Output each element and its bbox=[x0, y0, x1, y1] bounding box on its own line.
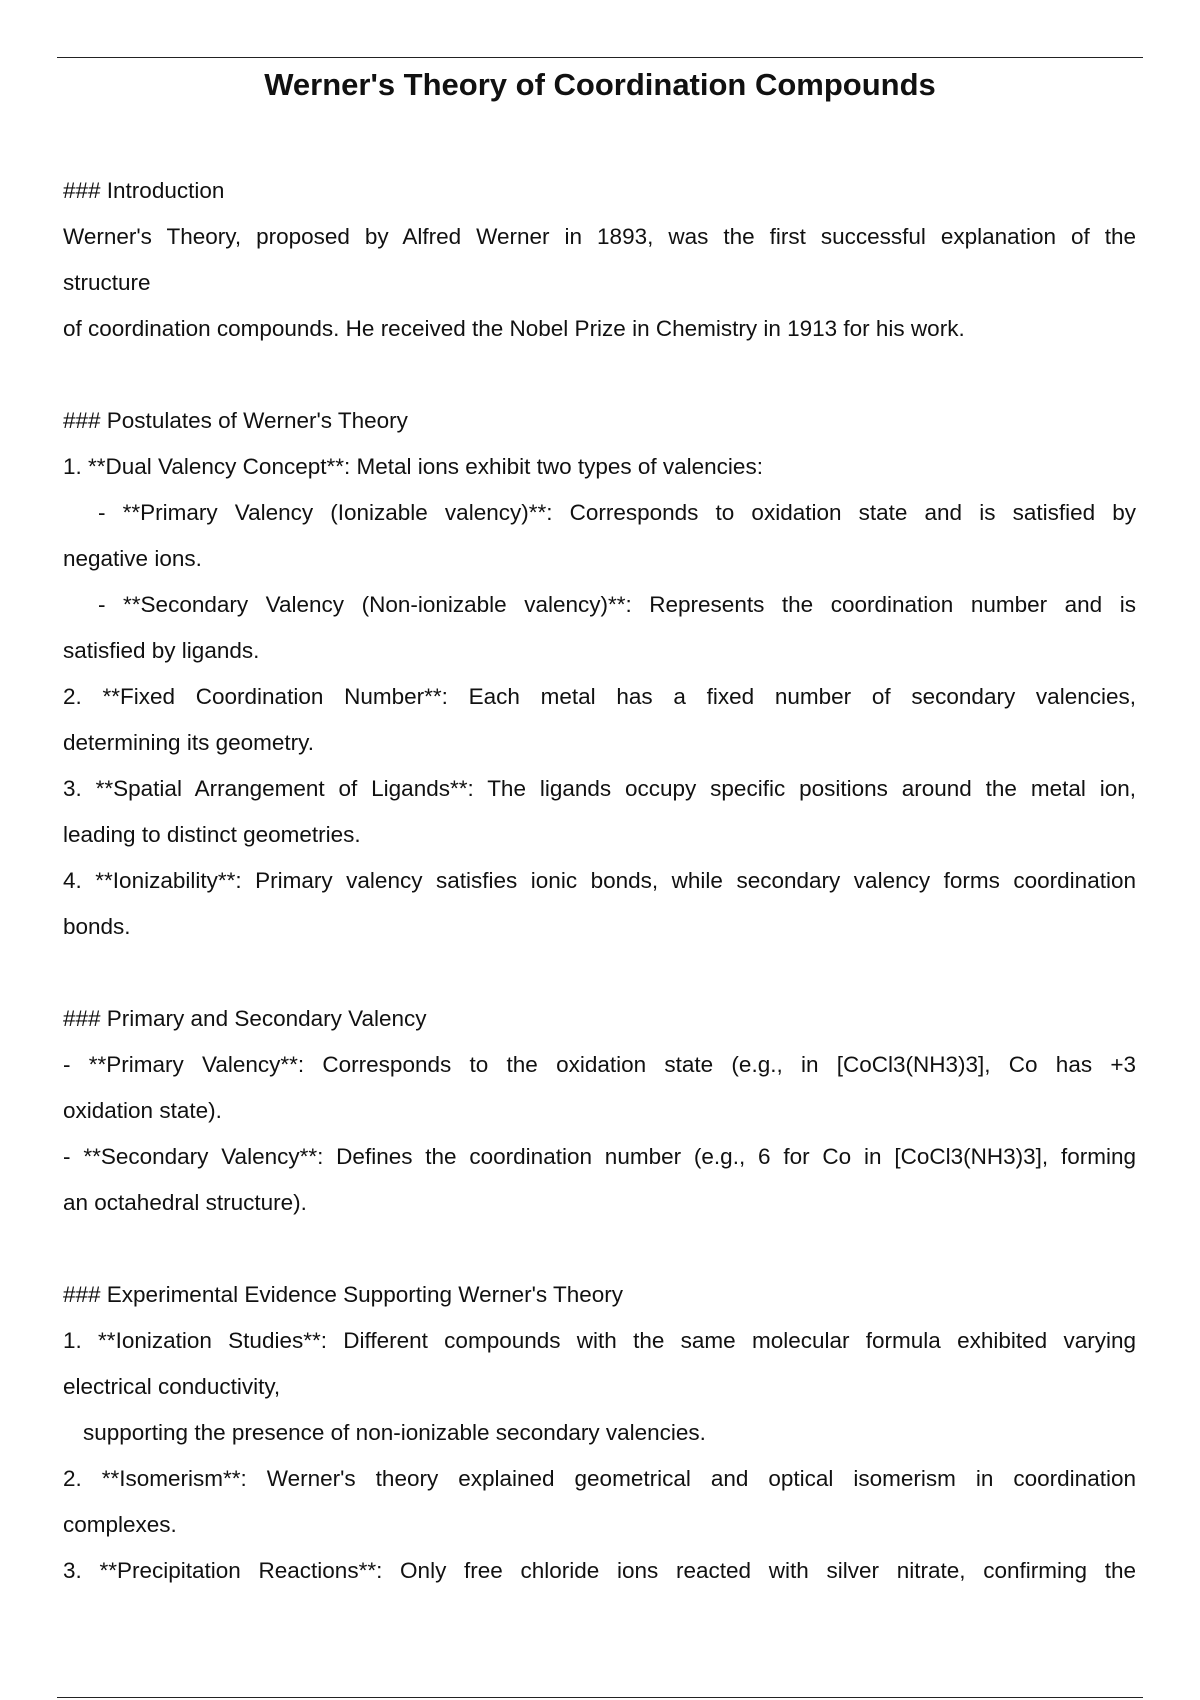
list-item-line: 3. **Spatial Arrangement of Ligands**: The ligands occupy specific positions around the metal ion, bbox=[63, 776, 1136, 801]
list-item-line: satisfied by ligands. bbox=[63, 638, 260, 663]
blank-line bbox=[63, 950, 1136, 996]
list-item-line: negative ions. bbox=[63, 546, 202, 571]
section-heading-postulates: ### Postulates of Werner's Theory bbox=[63, 408, 408, 433]
document-body bbox=[63, 168, 1136, 1594]
list-item-line: supporting the presence of non-ionizable secondary valencies. bbox=[83, 1420, 706, 1445]
list-item-line: - **Primary Valency**: Corresponds to the oxidation state (e.g., in [CoCl3(NH3)3], Co has +3 bbox=[63, 1052, 1136, 1077]
list-item-line: bonds. bbox=[63, 914, 131, 939]
section-heading-introduction: ### Introduction bbox=[63, 178, 225, 203]
blank-line bbox=[63, 1226, 1136, 1272]
sub-list-item-line: - **Primary Valency (Ionizable valency)**: Corresponds to oxidation state and is satisfied by bbox=[98, 500, 1136, 525]
list-item-line: an octahedral structure). bbox=[63, 1190, 307, 1215]
bottom-rule bbox=[57, 1697, 1143, 1698]
top-rule bbox=[57, 57, 1143, 58]
list-item-line: 1. **Ionization Studies**: Different compounds with the same molecular formula exhibited varying bbox=[63, 1328, 1136, 1353]
list-item-line: - **Secondary Valency**: Defines the coordination number (e.g., 6 for Co in [CoCl3(NH3)3], forming bbox=[63, 1144, 1136, 1169]
paragraph-line: of coordination compounds. He received the Nobel Prize in Chemistry in 1913 for his work. bbox=[63, 316, 965, 341]
list-item-line: oxidation state). bbox=[63, 1098, 222, 1123]
list-item-line: 1. **Dual Valency Concept**: Metal ions exhibit two types of valencies: bbox=[63, 454, 763, 479]
list-item-line: 2. **Isomerism**: Werner's theory explained geometrical and optical isomerism in coordination bbox=[63, 1466, 1136, 1491]
list-item-line: electrical conductivity, bbox=[63, 1374, 281, 1399]
list-item-line: leading to distinct geometries. bbox=[63, 822, 361, 847]
list-item-line: 2. **Fixed Coordination Number**: Each metal has a fixed number of secondary valencies, bbox=[63, 684, 1136, 709]
list-item-line: 4. **Ionizability**: Primary valency satisfies ionic bonds, while secondary valency forms coordination bbox=[63, 868, 1136, 893]
section-heading-valency: ### Primary and Secondary Valency bbox=[63, 1006, 427, 1031]
sub-list-item-line: - **Secondary Valency (Non-ionizable valency)**: Represents the coordination number and is bbox=[98, 592, 1136, 617]
list-item-line: 3. **Precipitation Reactions**: Only free chloride ions reacted with silver nitrate, confirming the bbox=[63, 1558, 1136, 1583]
paragraph-line: Werner's Theory, proposed by Alfred Werner in 1893, was the first successful explanation of the bbox=[63, 224, 1136, 249]
list-item-line: complexes. bbox=[63, 1512, 177, 1537]
list-item-line: determining its geometry. bbox=[63, 730, 314, 755]
section-heading-evidence: ### Experimental Evidence Supporting Werner's Theory bbox=[63, 1282, 624, 1307]
paragraph-line: structure bbox=[63, 270, 151, 295]
blank-line bbox=[63, 352, 1136, 398]
document-title: Werner's Theory of Coordination Compounds bbox=[264, 67, 936, 102]
